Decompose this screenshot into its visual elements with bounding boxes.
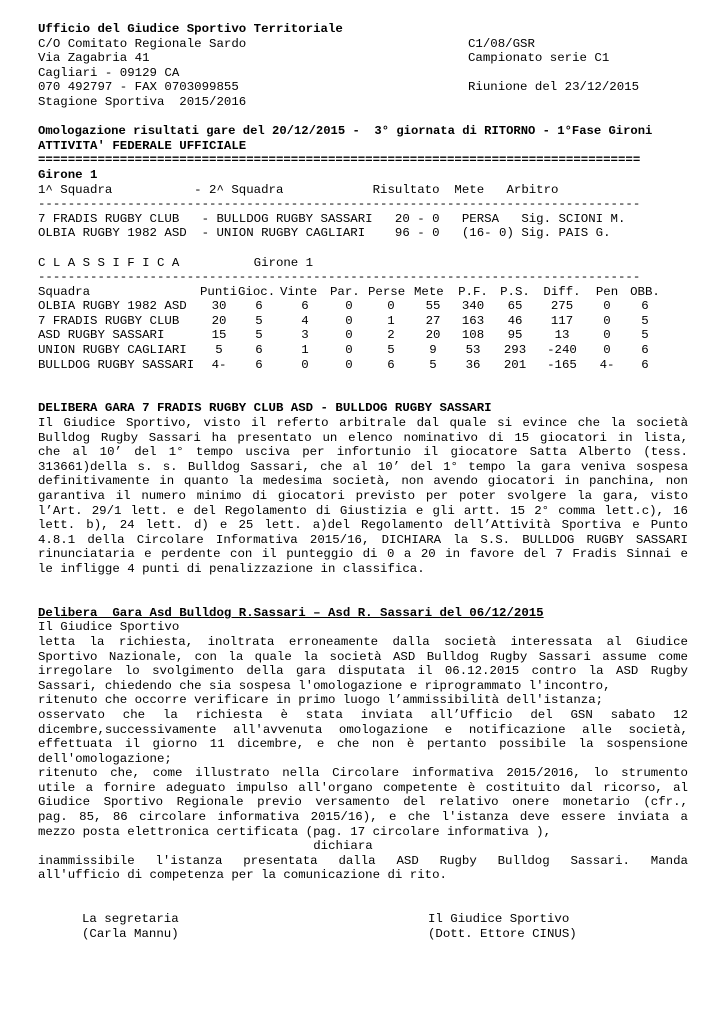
judge-name: (Dott. Ettore CINUS) (428, 926, 577, 941)
header-right-line: Riunione del 23/12/2015 (468, 80, 640, 95)
header-right-line: C1/08/GSR (468, 36, 535, 51)
paragraph-line: utile a fornire adeguato impulso all'organo competente è costituito dal ricorso, al (38, 780, 688, 795)
signatures (38, 912, 688, 941)
stat-cell: 0 (603, 299, 611, 314)
classifica-table (38, 285, 664, 300)
stat-cell: -165 (547, 357, 577, 372)
header-right-line (468, 95, 639, 110)
stat-cell: 30 (211, 299, 227, 314)
stat-cell: 15 (211, 328, 227, 343)
stat-cell: 108 (461, 328, 485, 343)
column-header: Par. (330, 284, 360, 299)
stat-cell: 4- (599, 357, 615, 372)
stat-cell: 6 (255, 357, 263, 372)
stat-cell: 65 (507, 299, 523, 314)
dichiara-label: dichiara (313, 839, 373, 854)
stat-cell: 0 (603, 343, 611, 358)
team-name: BULLDOG RUGBY SASSARI (38, 357, 195, 372)
stat-cell: 0 (301, 357, 309, 372)
header-left-line: Via Zagabria 41 (38, 51, 150, 66)
paragraph-line: Il Giudice Sportivo (38, 620, 180, 635)
document-page (38, 22, 688, 941)
paragraph-line: Il Giudice Sportivo, visto il referto arbitrale dal quale si evince che la società (38, 416, 688, 431)
stat-cell: 3 (301, 328, 309, 343)
header-left-line: 070 492797 - FAX 0703099855 (38, 80, 239, 95)
header-left-line: C/O Comitato Regionale Sardo (38, 36, 247, 51)
classifica-row (38, 314, 664, 329)
paragraph-line: lett. b), 24 lett. d) e 25 lett. a)del Regolamento dell’Attività Sportiva e Punto (38, 518, 688, 533)
stat-cell: 13 (554, 328, 570, 343)
paragraph-line: definitivamente in quanto la medesima società, non avendo giocatori in panchina, non (38, 474, 688, 489)
stat-cell: 293 (503, 343, 527, 358)
secretary-name: (Carla Mannu) (82, 926, 179, 941)
column-header: Gioc. (238, 284, 276, 299)
stat-cell: 275 (550, 299, 574, 314)
delibera1-title: DELIBERA GARA 7 FRADIS RUGBY CLUB ASD - BULLDOG RUGBY SASSARI (38, 401, 492, 416)
paragraph-line: letta la richiesta, inoltrata erroneamente dalla società interessata al Giudice (38, 634, 688, 649)
stat-cell: 95 (507, 328, 523, 343)
delibera1-body (38, 416, 688, 577)
stat-cell: 6 (387, 357, 395, 372)
header-right-line: Campionato serie C1 (468, 51, 610, 66)
stat-cell: 0 (345, 357, 353, 372)
paragraph-line: le infligge 4 punti di penalizzazione in classifica. (38, 561, 425, 576)
paragraph-line: ritenuto che occorre verificare in primo luogo l’ammissibilità dell'istanza; (38, 693, 604, 708)
double-rule: ================================================================================= (38, 153, 641, 168)
stat-cell: 0 (387, 299, 395, 314)
classifica-rows (38, 299, 664, 372)
match-row: 7 FRADIS RUGBY CLUB - BULLDOG RUGBY SASSARI 20 - 0 PERSA Sig. SCIONI M. (38, 211, 626, 226)
stat-cell: 27 (425, 313, 441, 328)
stat-cell: 9 (429, 343, 437, 358)
classifica-row (38, 328, 664, 343)
header-left-line: Stagione Sportiva 2015/2016 (38, 94, 247, 109)
header-left-line: Cagliari - 09129 CA (38, 65, 180, 80)
stat-cell: 20 (211, 313, 227, 328)
paragraph-line: Giudice Sportivo Regionale previo versamento del relativo onere monetario (cfr., (38, 795, 688, 810)
header-right-line (468, 66, 639, 81)
stat-cell: 6 (255, 299, 263, 314)
attivita-title: ATTIVITA' FEDERALE UFFICIALE (38, 138, 247, 153)
paragraph-line: effettuata il giorno 11 dicembre, e che non è pertanto possibile la sospensione (38, 737, 688, 752)
stat-cell: 36 (465, 357, 481, 372)
stat-cell: 117 (550, 313, 574, 328)
paragraph-line: all'ufficio di competenza per la comunicazione di rito. (38, 868, 447, 883)
paragraph-line: osservato che la richiesta è stata inviata all’Ufficio del GSN sabato 12 (38, 707, 688, 722)
column-header: Vinte (280, 284, 318, 299)
stat-cell: 20 (425, 328, 441, 343)
stat-cell: 5 (641, 313, 649, 328)
secretary-role: La segretaria (82, 912, 179, 927)
stat-cell: 1 (301, 343, 309, 358)
column-header: P.F. (458, 284, 488, 299)
column-header: Mete (414, 284, 444, 299)
paragraph-line: che al 10’ del 1° tempo usciva per infortunio il giocatore Satta Alberto (tess. (38, 445, 688, 460)
judge-role: Il Giudice Sportivo (428, 912, 570, 927)
team-name: ASD RUGBY SASSARI (38, 328, 165, 343)
column-header: Pen (595, 284, 619, 299)
stat-cell: 0 (345, 313, 353, 328)
column-header: OBB. (630, 284, 660, 299)
paragraph-line: 4.8.1 della Circolare Informativa 2015/16, DICHIARA la S.S. BULLDOG RUGBY SASSARI (38, 532, 688, 547)
stat-cell: 0 (345, 299, 353, 314)
column-header: Diff. (543, 284, 581, 299)
stat-cell: 163 (461, 313, 485, 328)
stat-cell: 0 (345, 343, 353, 358)
paragraph-line: pag. 85, 86 circolare informativa 2015/16), e che l'istanza deve essere inviata a (38, 810, 688, 825)
classifica-row (38, 299, 664, 314)
stat-cell: 6 (255, 343, 263, 358)
paragraph-line: dicembre,successivamente all'avvenuta omologazione e notificazione alle società, (38, 722, 688, 737)
paragraph-line: mezzo posta elettronica certificata (pag. 17 circolare informativa ), (38, 824, 552, 839)
stat-cell: 1 (387, 313, 395, 328)
stat-cell: 5 (255, 328, 263, 343)
stat-cell: 5 (215, 343, 223, 358)
classifica-header-row (38, 285, 664, 300)
paragraph-line: ritenuto che, come illustrato nella Circolare informativa 2015/2016, lo strumento (38, 766, 688, 781)
header-block (38, 37, 688, 110)
paragraph-line: Sportivo Nazionale, con la quale la società ASD Bulldog Rugby Sassari assume come (38, 649, 688, 664)
paragraph-line: Sassari, chiedendo che sia sospesa l'omologazione e riprogrammato l'incontro, (38, 678, 611, 693)
classifica-row (38, 358, 664, 373)
stat-cell: 53 (465, 343, 481, 358)
stat-cell: 5 (429, 357, 437, 372)
column-header: Punti (200, 284, 238, 299)
stat-cell: -240 (547, 343, 577, 358)
stat-cell: 0 (603, 328, 611, 343)
stat-cell: 5 (255, 313, 263, 328)
paragraph-line: Bulldog Rugby Sassari ha presentato un elenco nominativo di 15 giocatori in lista, (38, 430, 688, 445)
stat-cell: 55 (425, 299, 441, 314)
dash-rule: --------------------------------------------------------------------------------- (38, 197, 641, 212)
stat-cell: 4 (301, 313, 309, 328)
stat-cell: 201 (503, 357, 527, 372)
paragraph-line: dell'omologazione; (38, 751, 172, 766)
column-header: Perse (368, 284, 406, 299)
girone-title: Girone 1 (38, 167, 98, 182)
stat-cell: 6 (641, 299, 649, 314)
paragraph-line: irregolare lo svolgimento della gara disputata il 06.12.2015 contro la ASD Rugby (38, 664, 688, 679)
stat-cell: 6 (641, 357, 649, 372)
classifica-row (38, 343, 664, 358)
omologazione-title: Omologazione risultati gare del 20/12/2015 - 3° giornata di RITORNO - 1°Fase Gironi (38, 124, 653, 139)
classifica-title: C L A S S I F I C A Girone 1 (38, 255, 314, 270)
column-header: P.S. (500, 284, 530, 299)
paragraph-line: inammissibile l'istanza presentata dalla ASD Rugby Bulldog Sassari. Manda (38, 853, 688, 868)
office-title: Ufficio del Giudice Sportivo Territoriale (38, 22, 343, 36)
stat-cell: 5 (641, 328, 649, 343)
stat-cell: 340 (461, 299, 485, 314)
team-name: UNION RUGBY CAGLIARI (38, 343, 187, 358)
match-row: OLBIA RUGBY 1982 ASD - UNION RUGBY CAGLIARI 96 - 0 (16- 0) Sig. PAIS G. (38, 226, 611, 241)
delibera2-body (38, 620, 688, 839)
team-name: 7 FRADIS RUGBY CLUB (38, 313, 180, 328)
column-header: Squadra (38, 284, 91, 299)
delibera2-closing (38, 854, 688, 883)
delibera2-title: Delibera Gara Asd Bulldog R.Sassari – Asd R. Sassari del 06/12/2015 (38, 605, 544, 620)
stat-cell: 0 (603, 313, 611, 328)
matches-header: 1^ Squadra - 2^ Squadra Risultato Mete Arbitro (38, 182, 559, 197)
paragraph-line: 313661)della s. s. Bulldog Sassari, che al 10’ del 1° tempo la gara veniva sospesa (38, 459, 688, 474)
stat-cell: 46 (507, 313, 523, 328)
paragraph-line: garantiva il numero minimo di giocatori previsto per poter svolgere la gara, visto (38, 489, 688, 503)
paragraph-line: rinunciataria e perdente con il punteggio di 0 a 20 in favore del 7 Fradis Sinnai e (38, 547, 688, 562)
stat-cell: 4- (211, 357, 227, 372)
stat-cell: 2 (387, 328, 395, 343)
dash-rule: --------------------------------------------------------------------------------- (38, 270, 641, 285)
stat-cell: 5 (387, 343, 395, 358)
stat-cell: 0 (345, 328, 353, 343)
team-name: OLBIA RUGBY 1982 ASD (38, 299, 187, 314)
paragraph-line: l’Art. 29/1 lett. e del Regolamento di Giustizia e gli artt. 15 2° comma lett.c), 16 (38, 503, 688, 518)
stat-cell: 6 (641, 343, 649, 358)
stat-cell: 6 (301, 299, 309, 314)
